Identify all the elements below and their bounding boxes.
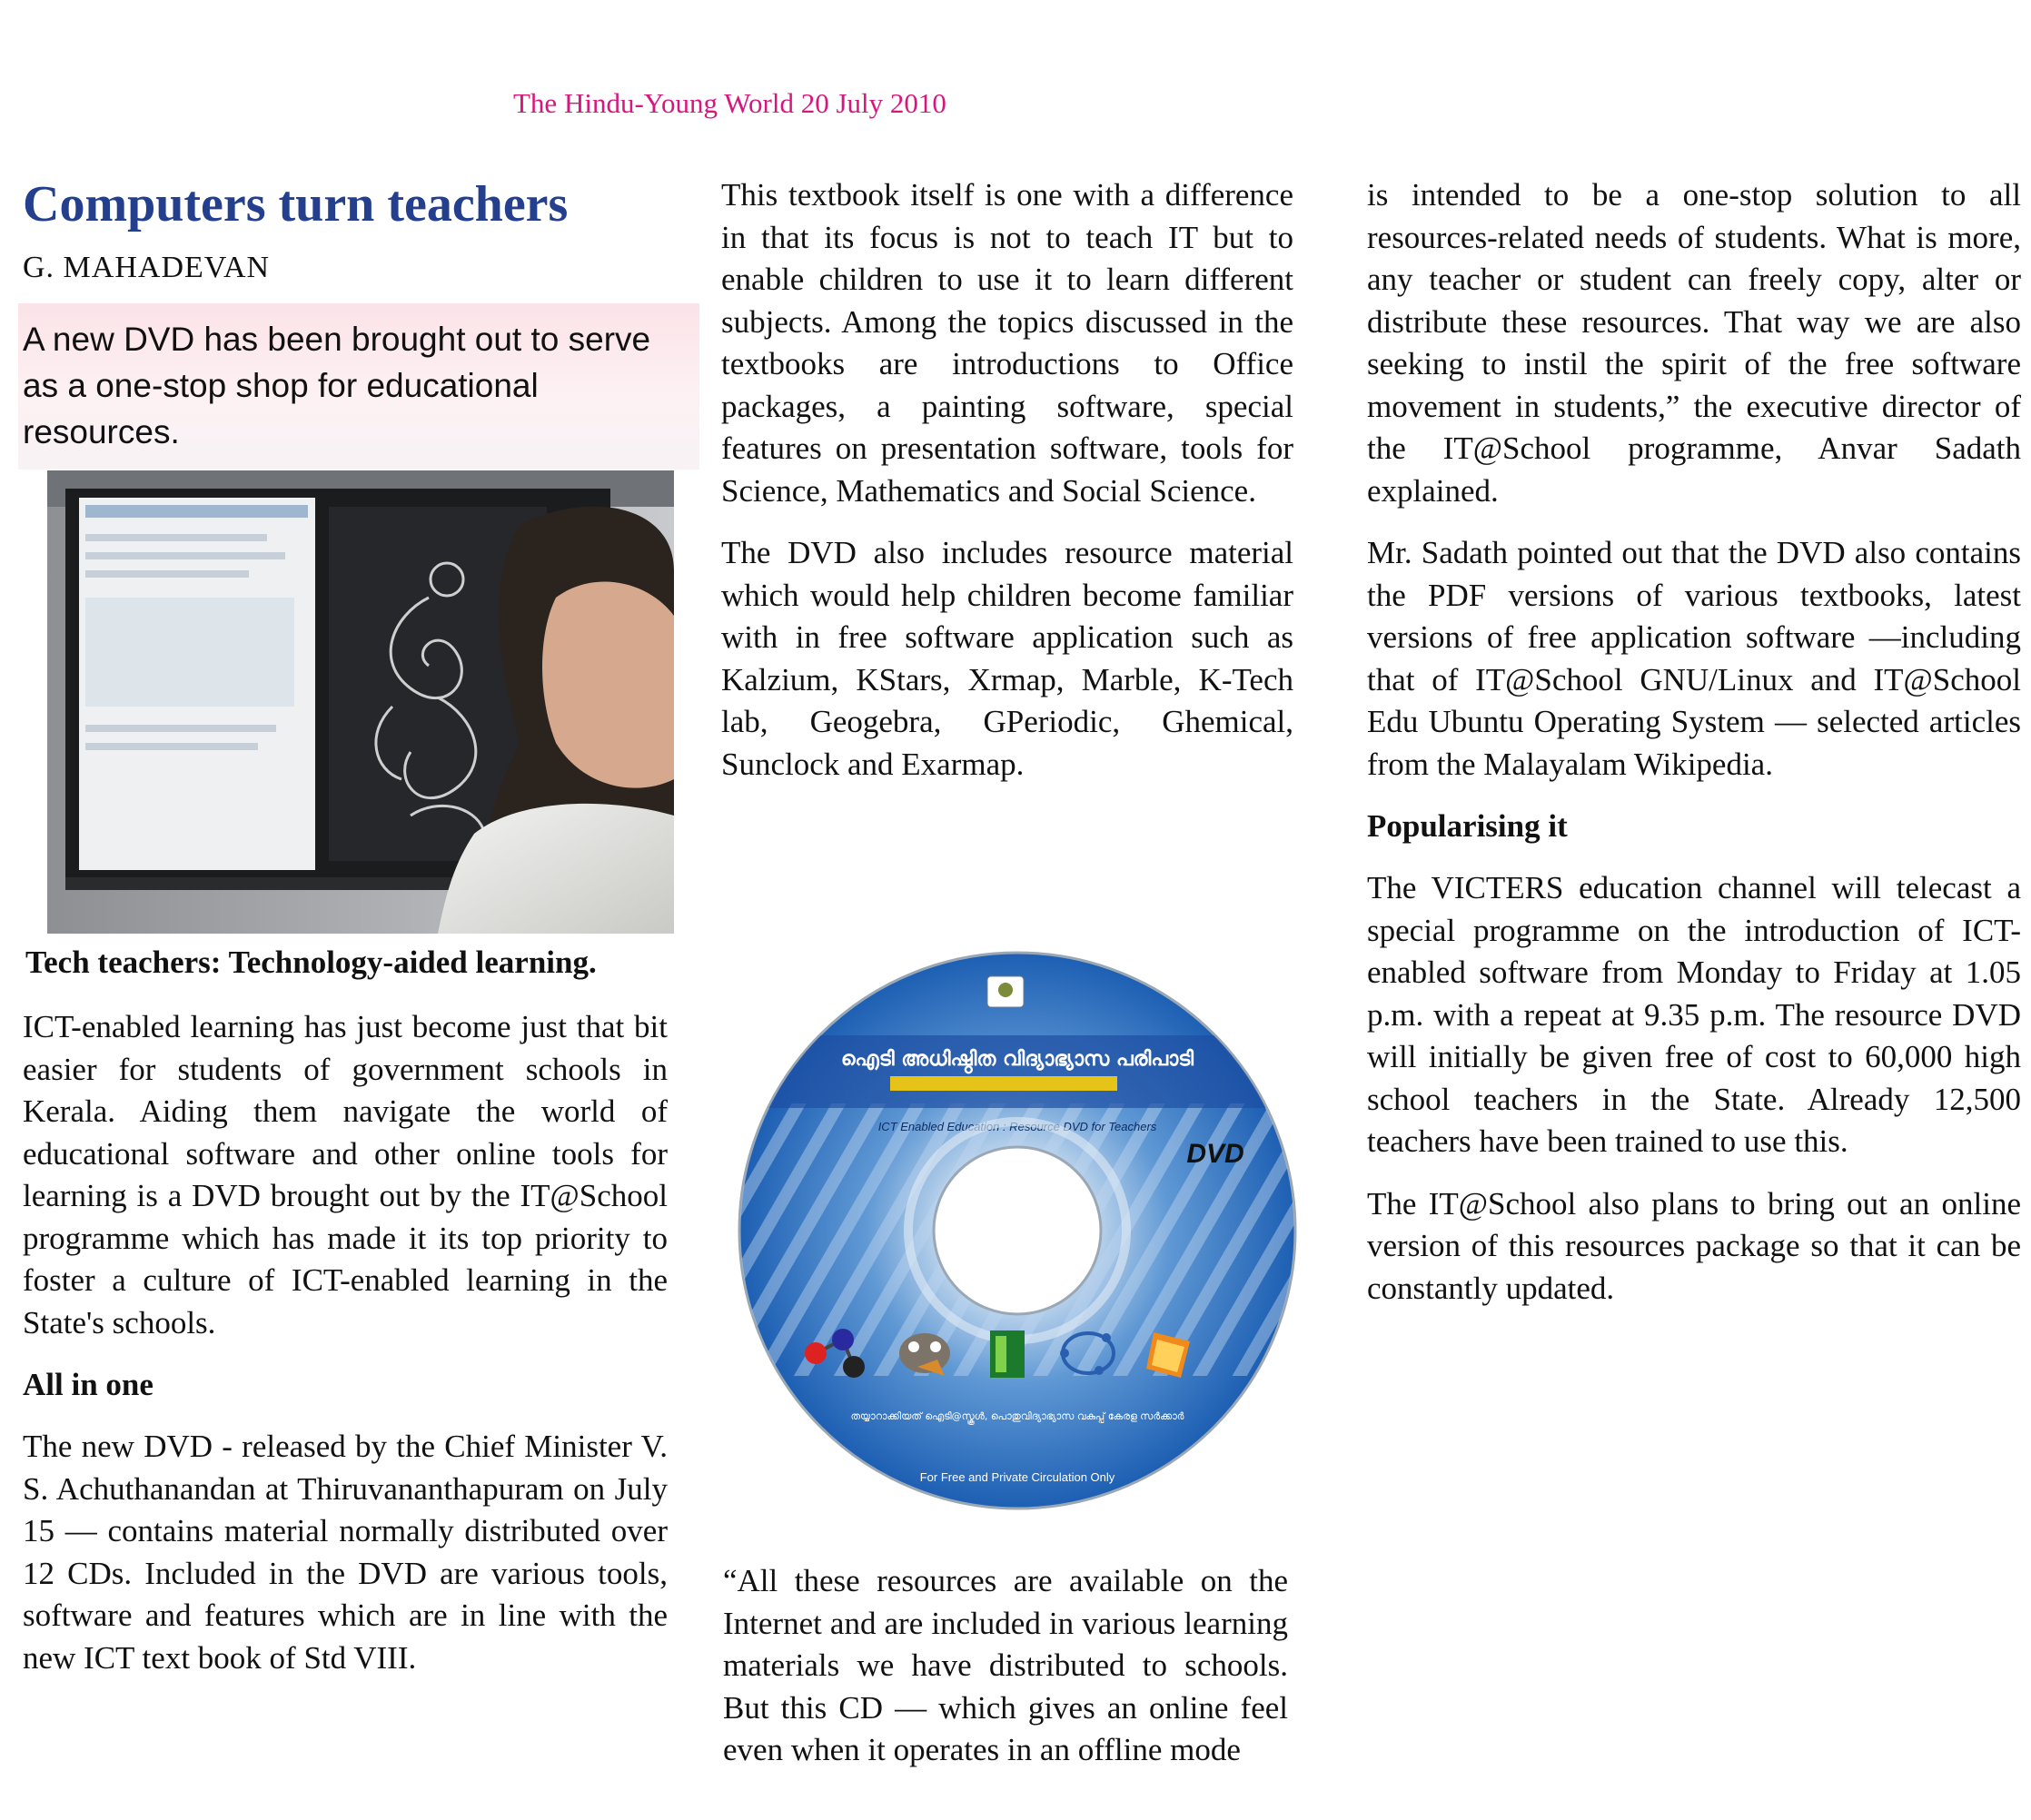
quote-paragraph: “All these resources are available on the Internet and are included in various learning materials we have distributed to schools. But this CD — which gives an online feel even when it operates in an offline mode bbox=[723, 1563, 1288, 1767]
intro-paragraph: ICT-enabled learning has just become just that bit easier for students of government schools in Kerala. Aiding them navigate the world of educational software and other online tools for learning is a DVD brought out by the IT@School programme which has made it its top priority to foster a culture of ICT-enabled learning in the State's schools. bbox=[23, 1009, 668, 1340]
subhead-popularising: Popularising it bbox=[1367, 808, 1568, 844]
quote-paragraph-container bbox=[723, 1560, 1288, 1772]
photo-caption: Tech teachers: Technology-aided learning. bbox=[25, 945, 597, 980]
dvd-malayalam-footer: തയ്യാറാക്കിയത് ഐടി@സ്കൂൾ, പൊതുവിദ്യാഭ്യാസ വകുപ്പ് കേരള സർക്കാർ bbox=[850, 1410, 1184, 1422]
textbook-paragraph: This textbook itself is one with a difference in that its focus is not to teach IT but to enable children to use it to learn different subjects. Among the topics discussed in the textbooks are introductions to Office packages, a painting software, special features on presentation software, tools for Science, Mathematics and Social Science. bbox=[721, 177, 1293, 509]
headline: Computers turn teachers bbox=[23, 176, 569, 232]
victers-paragraph: The VICTERS education channel will telecast a special programme on the introduction of ICT-enabled software from Monday to Friday at 1.05 p.m. with a repeat at 9.35 p.m. The resource DVD will initially be given free of cost to 60,000 high school teachers in the State. Already 12,500 teachers have been trained to use this. bbox=[1367, 870, 2021, 1159]
column-1-body bbox=[23, 1006, 668, 1679]
column-1 bbox=[23, 174, 668, 470]
standfirst: A new DVD has been brought out to serve as a one-stop shop for educational resources. bbox=[18, 303, 699, 470]
byline: G. MAHADEVAN bbox=[23, 251, 271, 284]
online-version-paragraph: The IT@School also plans to bring out an online version of this resources package so that it can be constantly updated. bbox=[1367, 1185, 2021, 1306]
source-line: The Hindu-Young World 20 July 2010 bbox=[513, 87, 946, 119]
new-dvd-paragraph: The new DVD - released by the Chief Minister V. S. Achuthanandan at Thiruvananthapuram on July 15 — contains material normally distributed over 12 CDs. Included in the DVD are various tools, software and features which are in line with the new ICT text book of Std VIII. bbox=[23, 1429, 668, 1676]
dvd-english-subtitle: ICT Enabled Education : Resource DVD for Teachers bbox=[877, 1120, 1157, 1133]
column-2 bbox=[721, 174, 1293, 786]
sadath-paragraph: Mr. Sadath pointed out that the DVD also contains the PDF versions of various textbooks, latest versions of free application software —including that of IT@School GNU/Linux and IT@School Edu Ubuntu Operating System — selected articles from the Malayalam Wikipedia. bbox=[1367, 535, 2021, 782]
resource-paragraph: The DVD also includes resource material which would help children become familiar with in free software application such as Kalzium, KStars, Xrmap, Marble, K-Tech lab, Geogebra, GPeriodic, Ghemical, Sunclock and Exarmap. bbox=[721, 535, 1293, 782]
book-icon bbox=[990, 1330, 1025, 1378]
dvd-disc-image bbox=[727, 940, 1308, 1521]
photo-student-at-screen bbox=[47, 470, 674, 934]
column-3 bbox=[1367, 174, 2021, 1310]
col3-top-paragraph: is intended to be a one-stop solution to all resources-related needs of students. What is more, any teacher or student can freely copy, alter or distribute these resources. That way we are also seeking to instil the spirit of the free software movement in students,” the executive director of the IT@School programme, Anvar Sadath explained. bbox=[1367, 177, 2021, 509]
dvd-logo: DVD bbox=[1186, 1139, 1244, 1169]
dvd-malayalam-title: ഐടി അധിഷ്ഠിത വിദ്യാഭ്യാസ പരിപാടി bbox=[840, 1048, 1194, 1071]
subhead-all-in-one: All in one bbox=[23, 1367, 154, 1402]
dvd-circulation-note: For Free and Private Circulation Only bbox=[919, 1470, 1115, 1484]
